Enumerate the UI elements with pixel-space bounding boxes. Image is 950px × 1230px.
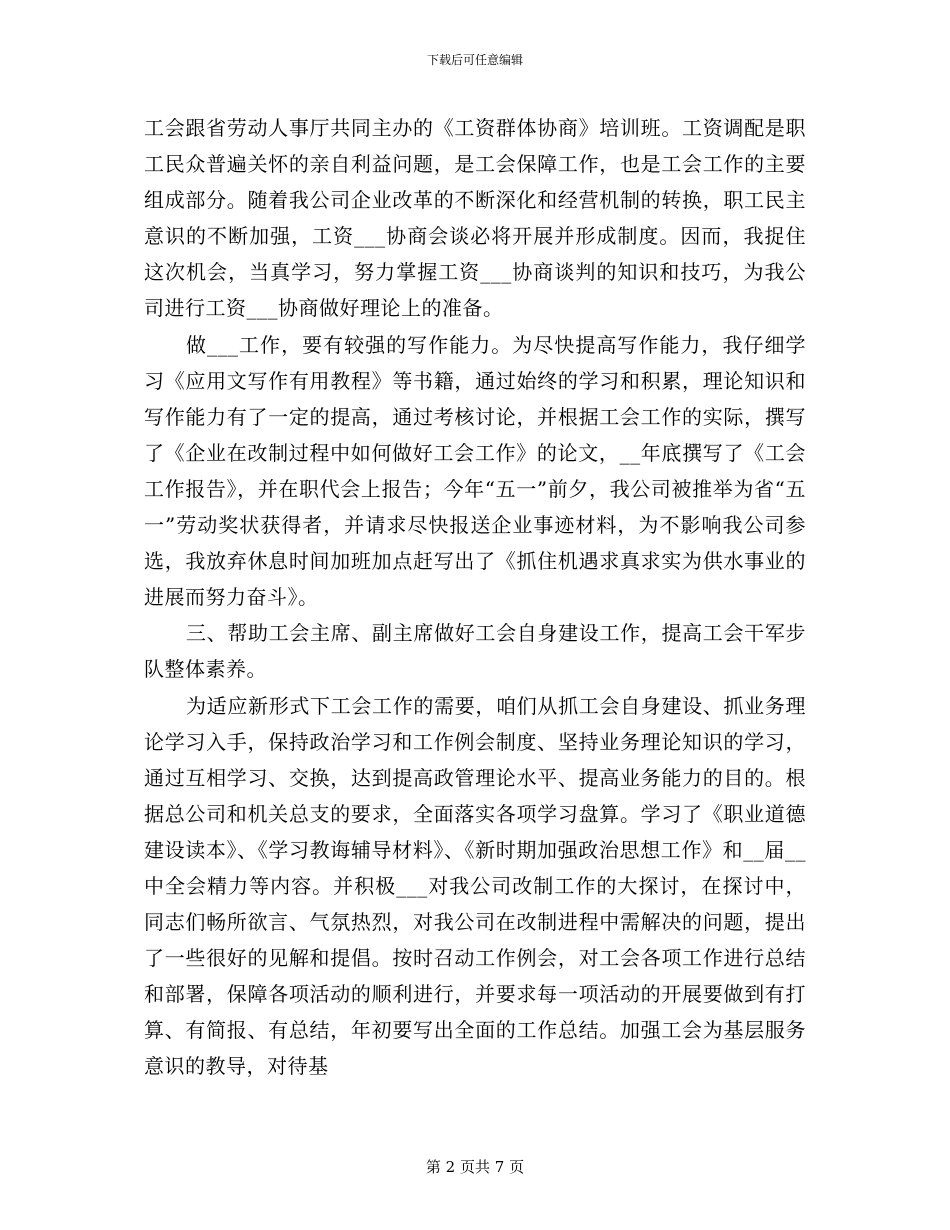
page-footer: 第 2 页共 7 页 [425, 1158, 525, 1176]
paragraph-4: 为适应新形式下工会工作的需要，咱们从抓工会自身建设、抓业务理论学习入手，保持政治学习和工作例会制度、坚持业务理论知识的学习，通过互相学习、交换，达到提高政管理论水平、提高业务能力的目的。根据总公司和机关总支的要求，全面落实各项学习盘算。学习了《职业道德建设读本》、《学习教诲辅导材料》、《新时期加强政治思想工作》和__届__中全会精力等内容。并积极___对我公司改制工作的大探讨，在探讨中，同志们畅所欲言、气氛热烈，对我公司在改制进程中需解决的问题，提出了一些很好的见解和提倡。按时召动工作例会，对工会各项工作进行总结和部署，保障各项活动的顺利进行，并要求每一项活动的开展要做到有打算、有简报、有总结，年初要写出全面的工作总结。加强工会为基层服务意识的教导，对待基 [144, 693, 806, 1079]
paragraph-1: 工会跟省劳动人事厅共同主办的《工资群体协商》培训班。工资调配是职工民众普遍关怀的亲自利益问题，是工会保障工作，也是工会工作的主要组成部分。随着我公司企业改革的不断深化和经营机制的转换，职工民主意识的不断加强，工资___协商会谈必将开展并形成制度。因而，我捉住这次机会，当真学习，努力掌握工资___协商谈判的知识和技巧，为我公司进行工资___协商做好理论上的准备。 [144, 116, 806, 321]
paragraph-2: 做___工作，要有较强的写作能力。为尽快提高写作能力，我仔细学习《应用文写作有用教程》等书籍，通过始终的学习和积累，理论知识和写作能力有了一定的提高，通过考核讨论，并根据工会工作的实际，撰写了《企业在改制过程中如何做好工会工作》的论文，__年底撰写了《工会工作报告》，并在职代会上报告；今年“五一”前夕，我公司被推举为省“五一”劳动奖状获得者，并请求尽快报送企业事迹材料，为不影响我公司参选，我放弃休息时间加班加点赶写出了《抓住机遇求真求实为供水事业的进展而努力奋斗》。 [144, 332, 806, 610]
document-body [144, 110, 806, 1085]
section-heading-3: 三、帮助工会主席、副主席做好工会自身建设工作，提高工会干军步队整体素养。 [144, 621, 806, 682]
page-header: 下载后可任意编辑 [426, 53, 523, 67]
